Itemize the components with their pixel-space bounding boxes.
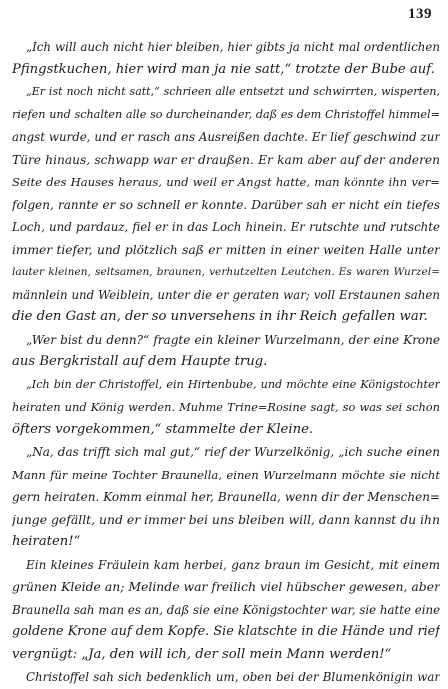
text-line: Braunella sah man es an, daß sie eine Königstochter war, sie hatte eine [12,602,440,617]
text-line: öfters vorgekommen,“ stammelte der Kleine. [12,421,314,437]
paragraph [12,666,440,689]
text-line: junge gefällt, und er immer bei uns bleiben will, dann kannst du ihn [12,511,440,527]
text-line: Ein kleines Fräulein kam herbei, ganz braun im Gesicht, mit einem [26,557,440,572]
text-line: Türe hinaus, schwapp war er draußen. Er kam aber auf der anderen [12,152,440,167]
text-line: goldene Krone auf dem Kopfe. Sie klatschte in die Hände und rief [12,624,440,639]
text-line: „Ich will auch nicht hier bleiben, hier gibts ja nicht mal ordentlichen [26,40,440,54]
text-line: Pfingstkuchen, hier wird man ja nie satt,“ trotzte der Bube auf. [12,61,435,77]
paragraph [12,36,440,81]
text-line: angst wurde, und er rasch ans Ausreißen dachte. Er lief geschwind zur [12,130,440,144]
text-line: Christoffel sah sich bedenklich um, oben bei der Blumenkönigin war [26,670,440,684]
text-line: heiraten!“ [12,534,81,549]
text-line: Seite des Hauses heraus, und weil er Angst hatte, man könnte ihn ver= [12,175,440,189]
text-line: Mann für meine Tochter Braunella, einen Wurzelmann möchte sie nicht [12,467,440,482]
text-line: „Na, das trifft sich mal gut,“ rief der Wurzelkönig, „ich suche einen [26,445,440,459]
text-line: „Ich bin der Christoffel, ein Hirtenbube, und möchte eine Königstochter [26,377,440,391]
body-text [12,36,440,689]
paragraph [12,81,440,329]
text-line: Loch, und pardauz, fiel er in das Loch hinein. Er rutschte und rutschte [12,220,440,234]
text-line: folgen, rannte er so schnell er konnte. Darüber sah er nicht ein tiefes [12,197,440,212]
text-line: männlein und Weiblein, unter die er geraten war; voll Erstaunen sahen [12,287,440,302]
paragraph [12,554,440,667]
paragraph [12,329,440,374]
paragraph [12,441,440,554]
page-number: 139 [408,6,432,22]
text-line: „Wer bist du denn?“ fragte ein kleiner Wurzelmann, der eine Krone [26,332,440,347]
paragraph [12,374,440,442]
text-line: „Er ist noch nicht satt,“ schrieen alle entsetzt und schwirrten, wisperten, [26,85,440,98]
text-line: die den Gast an, der so unversehens in ihr Reich gefallen war. [12,309,428,324]
text-line: aus Bergkristall auf dem Haupte trug. [12,354,268,369]
text-line: immer tiefer, und plötzlich saß er mitten in einer weiten Halle unter [12,242,440,257]
text-line: riefen und schalten alle so durcheinander, daß es dem Christoffel himmel= [12,107,440,121]
text-line: lauter kleinen, seltsamen, braunen, verhutzelten Leutchen. Es waren Wurzel= [12,266,440,278]
text-line: gern heiraten. Komm einmal her, Braunella, wenn dir der Menschen= [12,490,440,504]
text-line: heiraten und König werden. Muhme Trine=Rosine sagt, so was sei schon [12,400,440,414]
text-line: grünen Kleide an; Melinde war freilich viel hübscher gewesen, aber [12,579,440,594]
text-line: vergnügt: „Ja, den will ich, der soll mein Mann werden!“ [12,646,392,662]
